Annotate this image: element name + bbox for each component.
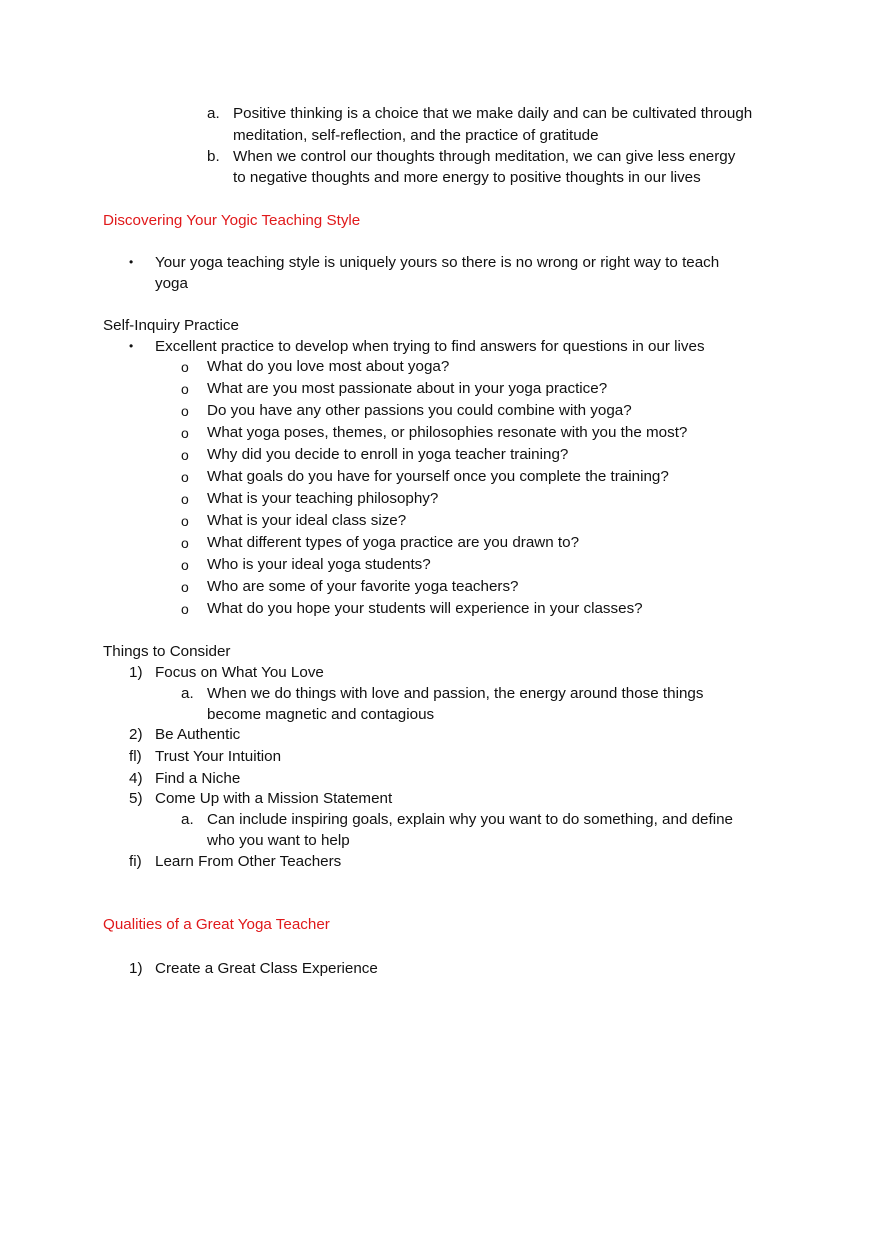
circle-bullet-icon: o bbox=[181, 403, 189, 419]
circle-bullet-icon: o bbox=[181, 557, 189, 573]
circle-bullet-icon: o bbox=[181, 425, 189, 441]
question-item: What do you love most about yoga? bbox=[207, 358, 450, 375]
list-marker: a. bbox=[181, 811, 194, 828]
list-item-text: Focus on What You Love bbox=[155, 664, 324, 681]
section-heading: Discovering Your Yogic Teaching Style bbox=[103, 212, 361, 229]
list-item-text: Positive thinking is a choice that we make daily and can be cultivated through bbox=[233, 105, 753, 122]
subsection-title: Things to Consider bbox=[103, 643, 231, 660]
list-item-text: who you want to help bbox=[207, 832, 350, 849]
question-item: What yoga poses, themes, or philosophies resonate with you the most? bbox=[207, 424, 688, 441]
list-item-text: Learn From Other Teachers bbox=[155, 853, 342, 870]
bullet-icon: • bbox=[129, 255, 134, 269]
question-item: What are you most passionate about in your yoga practice? bbox=[207, 380, 608, 397]
list-marker: 1) bbox=[129, 960, 143, 977]
question-item: What different types of yoga practice are you drawn to? bbox=[207, 534, 580, 551]
bullet-text: yoga bbox=[155, 275, 188, 292]
circle-bullet-icon: o bbox=[181, 601, 189, 617]
list-marker: fi) bbox=[129, 853, 142, 870]
circle-bullet-icon: o bbox=[181, 579, 189, 595]
circle-bullet-icon: o bbox=[181, 359, 189, 375]
subsection-title: Self-Inquiry Practice bbox=[103, 317, 239, 334]
list-item-text: When we control our thoughts through meditation, we can give less energy bbox=[233, 148, 736, 165]
list-marker: 2) bbox=[129, 726, 143, 743]
question-item: Why did you decide to enroll in yoga teacher training? bbox=[207, 446, 569, 463]
list-marker: 1) bbox=[129, 664, 143, 681]
question-item: What is your ideal class size? bbox=[207, 512, 407, 529]
list-item-text: to negative thoughts and more energy to positive thoughts in our lives bbox=[233, 169, 701, 186]
list-item-text: When we do things with love and passion, the energy around those things bbox=[207, 685, 704, 702]
list-marker: 4) bbox=[129, 770, 143, 787]
circle-bullet-icon: o bbox=[181, 447, 189, 463]
bullet-text: Excellent practice to develop when trying to find answers for questions in our lives bbox=[155, 338, 705, 355]
circle-bullet-icon: o bbox=[181, 513, 189, 529]
circle-bullet-icon: o bbox=[181, 491, 189, 507]
question-item: Who is your ideal yoga students? bbox=[207, 556, 431, 573]
bullet-icon: • bbox=[129, 339, 134, 353]
question-item: What goals do you have for yourself once you complete the training? bbox=[207, 468, 669, 485]
list-item-text: Can include inspiring goals, explain why you want to do something, and define bbox=[207, 811, 733, 828]
list-item-text: meditation, self-reflection, and the practice of gratitude bbox=[233, 127, 599, 144]
list-marker: 5) bbox=[129, 790, 143, 807]
question-item: What is your teaching philosophy? bbox=[207, 490, 439, 507]
section-heading: Qualities of a Great Yoga Teacher bbox=[103, 916, 330, 933]
question-item: Who are some of your favorite yoga teachers? bbox=[207, 578, 519, 595]
list-marker: b. bbox=[207, 148, 220, 165]
question-item: What do you hope your students will experience in your classes? bbox=[207, 600, 643, 617]
circle-bullet-icon: o bbox=[181, 469, 189, 485]
bullet-text: Your yoga teaching style is uniquely yours so there is no wrong or right way to teach bbox=[155, 254, 720, 271]
list-item-text: become magnetic and contagious bbox=[207, 706, 435, 723]
list-marker: a. bbox=[181, 685, 194, 702]
list-item-text: Be Authentic bbox=[155, 726, 241, 743]
circle-bullet-icon: o bbox=[181, 381, 189, 397]
list-item-text: Come Up with a Mission Statement bbox=[155, 790, 393, 807]
list-marker: a. bbox=[207, 105, 220, 122]
list-item-text: Find a Niche bbox=[155, 770, 241, 787]
circle-bullet-icon: o bbox=[181, 535, 189, 551]
list-item-text: Trust Your Intuition bbox=[155, 748, 282, 765]
list-item-text: Create a Great Class Experience bbox=[155, 960, 378, 977]
question-item: Do you have any other passions you could combine with yoga? bbox=[207, 402, 632, 419]
list-marker: fl) bbox=[129, 748, 142, 765]
